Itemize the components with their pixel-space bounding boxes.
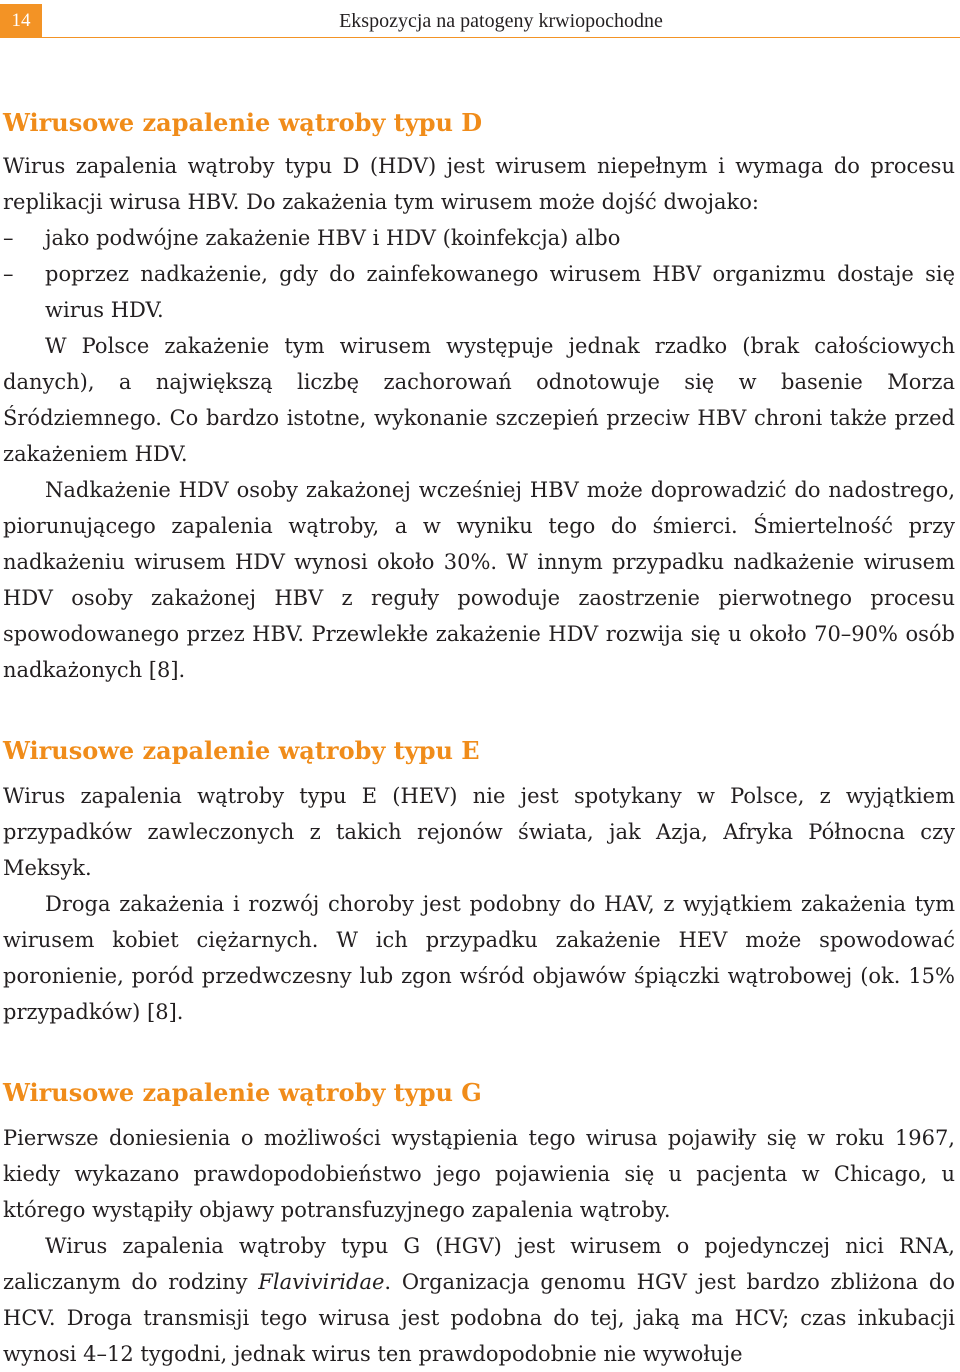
page-content (3, 102, 955, 1372)
section-heading-hgv: Wirusowe zapalenie wątroby typu G (3, 1078, 482, 1107)
section-hgv (3, 1072, 955, 1372)
list-item (3, 256, 955, 328)
paragraph-text: Wirus zapalenia wątroby typu G (HGV) jest wirusem o pojedynczej nici RNA, zaliczanym do rodziny (3, 1234, 955, 1294)
paragraph: Pierwsze doniesienia o możliwości wystąpienia tego wirusa pojawiły się w roku 1967, kiedy wykazano prawdopodobieństwo jego pojawienia się u pacjenta w Chicago, u którego wystąpiły objawy potransfuzyjnego zapalenia wątroby. (3, 1126, 955, 1222)
page-header (0, 0, 960, 42)
list-item (3, 220, 955, 256)
paragraph-text: . Organizacja genomu HGV jest bardzo zbliżona do HCV. Droga transmisji tego wirusa jest podobna do tej, jaką ma HCV; czas inkubacji wynosi 4–12 tygodni, jednak wirus ten prawdopodobnie nie wywołuje (3, 1270, 955, 1366)
paragraph: W Polsce zakażenie tym wirusem występuje jednak rzadko (brak całościowych danych), a największą liczbę zachorowań odnotowuje się w basenie Morza Śródziemnego. Co bardzo istotne, wykonanie szczepień przeciw HBV chroni także przed zakażeniem HDV. (3, 334, 955, 466)
section-heading-hdv: Wirusowe zapalenie wątroby typu D (3, 108, 483, 137)
dash-bullet: – (3, 226, 14, 250)
page-number: 14 (0, 4, 42, 38)
section-hdv (3, 102, 955, 688)
paragraph: Droga zakażenia i rozwój choroby jest podobny do HAV, z wyjątkiem zakażenia tym wirusem kobiet ciężarnych. W ich przypadku zakażenie HEV może spowodować poronienie, poród przedwczesny lub zgon wśród objawów śpiączki wątrobowej (ok. 15% przypadków) [8]. (3, 892, 955, 1024)
paragraph (3, 1228, 955, 1372)
paragraph: Wirus zapalenia wątroby typu D (HDV) jest wirusem niepełnym i wymaga do procesu replikacji wirusa HBV. Do zakażenia tym wirusem może dojść dwojako: (3, 154, 955, 214)
paragraph: Nadkażenie HDV osoby zakażonej wcześniej HBV może doprowadzić do nadostrego, piorunującego zapalenia wątroby, a w wyniku tego do śmierci. Śmiertelność przy nadkażeniu wirusem HDV wynosi około 30%. W innym przypadku nadkażenie wirusem HDV osoby zakażonej HBV z reguły powoduje zaostrzenie pierwotnego procesu spowodowanego przez HBV. Przewlekłe zakażenie HDV rozwija się u około 70–90% osób nadkażonych [8]. (3, 478, 955, 682)
italic-term: Flaviviridae (258, 1270, 385, 1294)
list-item-text: poprzez nadkażenie, gdy do zainfekowanego wirusem HBV organizmu dostaje się wirus HDV. (45, 262, 955, 322)
section-hev (3, 730, 955, 1030)
section-heading-hev: Wirusowe zapalenie wątroby typu E (3, 736, 480, 765)
running-title: Ekspozycja na patogeny krwiopochodne (42, 4, 960, 38)
dash-bullet: – (3, 262, 14, 286)
list-item-text: jako podwójne zakażenie HBV i HDV (koinfekcja) albo (45, 226, 621, 250)
paragraph: Wirus zapalenia wątroby typu E (HEV) nie jest spotykany w Polsce, z wyjątkiem przypadków zawleczonych z takich rejonów świata, jak Azja, Afryka Północna czy Meksyk. (3, 784, 955, 880)
